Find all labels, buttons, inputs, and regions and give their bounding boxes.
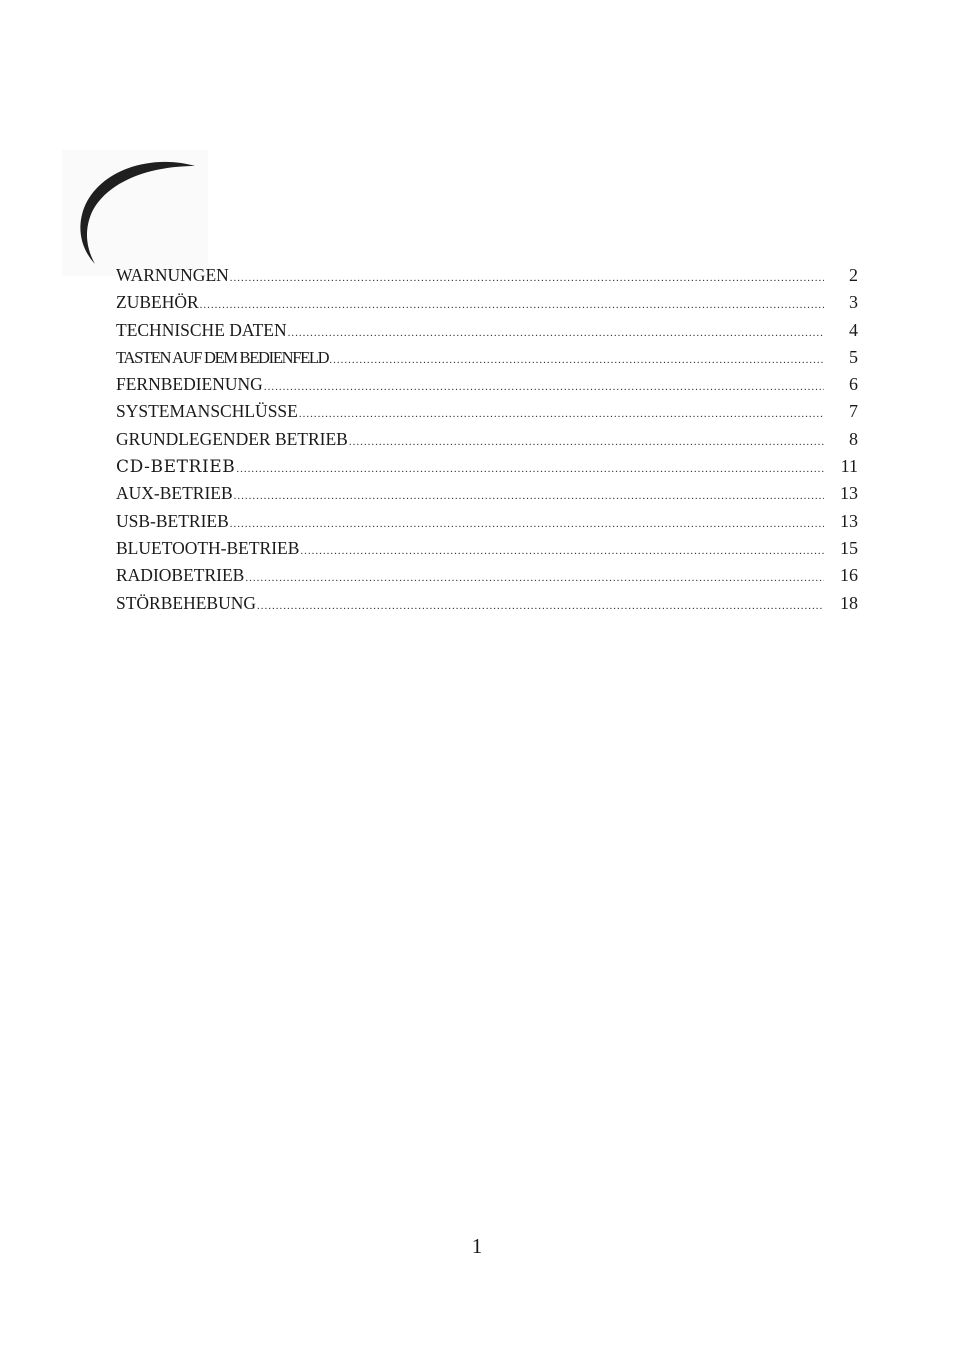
toc-dot-leader — [234, 483, 824, 510]
toc-dot-leader — [257, 593, 824, 620]
toc-dot-leader — [236, 456, 824, 483]
toc-entry-warnungen[interactable] — [116, 262, 858, 289]
toc-entry-fernbedienung[interactable] — [116, 371, 858, 398]
toc-entry-usb-betrieb[interactable] — [116, 508, 858, 535]
toc-entry-systemanschluesse[interactable] — [116, 398, 858, 425]
toc-entry-radiobetrieb[interactable] — [116, 562, 858, 589]
toc-entry-page: 4 — [849, 319, 858, 340]
toc-entry-page: 7 — [849, 401, 858, 422]
toc-entry-title: GRUNDLEGENDER BETRIEB — [116, 428, 348, 449]
toc-entry-page: 18 — [840, 592, 858, 613]
toc-entry-title: WARNUNGEN — [116, 265, 229, 285]
toc-entry-page: 15 — [840, 537, 858, 558]
toc-dot-leader — [349, 429, 824, 456]
toc-entry-technische-daten[interactable] — [116, 317, 858, 344]
toc-entry-aux-betrieb[interactable] — [116, 480, 858, 507]
toc-dot-leader — [230, 265, 824, 292]
toc-dot-leader — [299, 401, 824, 428]
toc-entry-tasten-auf-dem-bedienfeld[interactable] — [116, 344, 858, 371]
toc-entry-page: 11 — [840, 456, 858, 477]
logo-swoosh-icon — [62, 150, 208, 276]
toc-entry-cd-betrieb[interactable] — [116, 453, 858, 480]
toc-dot-leader — [245, 565, 824, 592]
toc-entry-page: 5 — [849, 346, 858, 367]
toc-entry-zubehoer[interactable] — [116, 289, 858, 316]
toc-entry-title: SYSTEMANSCHLÜSSE — [116, 401, 298, 422]
toc-entry-title: USB-BETRIEB — [116, 510, 229, 531]
toc-entry-stoerbehebung[interactable] — [116, 590, 858, 617]
toc-entry-grundlegender-betrieb[interactable] — [116, 426, 858, 453]
toc-dot-leader — [288, 320, 824, 347]
toc-entry-title: BLUETOOTH-BETRIEB — [116, 537, 300, 558]
toc-entry-title: STÖRBEHEBUNG — [116, 592, 257, 613]
page-number: 1 — [471, 1234, 483, 1258]
toc-entry-page: 16 — [840, 565, 858, 586]
toc-entry-title: TECHNISCHE DATEN — [116, 319, 287, 340]
toc-entry-page: 6 — [849, 374, 858, 395]
toc-entry-title: ZUBEHÖR — [116, 292, 199, 313]
toc-entry-page: 13 — [840, 510, 858, 531]
toc-entry-page: 3 — [849, 292, 858, 313]
toc-entry-title: FERNBEDIENUNG — [116, 374, 263, 395]
toc-entry-title: CD-BETRIEB — [116, 457, 236, 478]
toc-dot-leader — [264, 374, 824, 401]
toc-entry-title: AUX-BETRIEB — [116, 483, 233, 504]
table-of-contents — [116, 262, 858, 617]
toc-entry-page: 2 — [849, 265, 858, 285]
toc-entry-title: RADIOBETRIEB — [116, 565, 245, 586]
toc-dot-leader — [329, 347, 824, 374]
toc-entry-page: 8 — [849, 428, 858, 449]
toc-dot-leader — [200, 292, 824, 319]
toc-entry-bluetooth-betrieb[interactable] — [116, 535, 858, 562]
toc-entry-title: TASTEN AUF DEM BEDIENFELD — [116, 347, 329, 367]
toc-entry-page: 13 — [840, 483, 858, 504]
toc-dot-leader — [300, 538, 824, 565]
toc-dot-leader — [230, 511, 824, 538]
